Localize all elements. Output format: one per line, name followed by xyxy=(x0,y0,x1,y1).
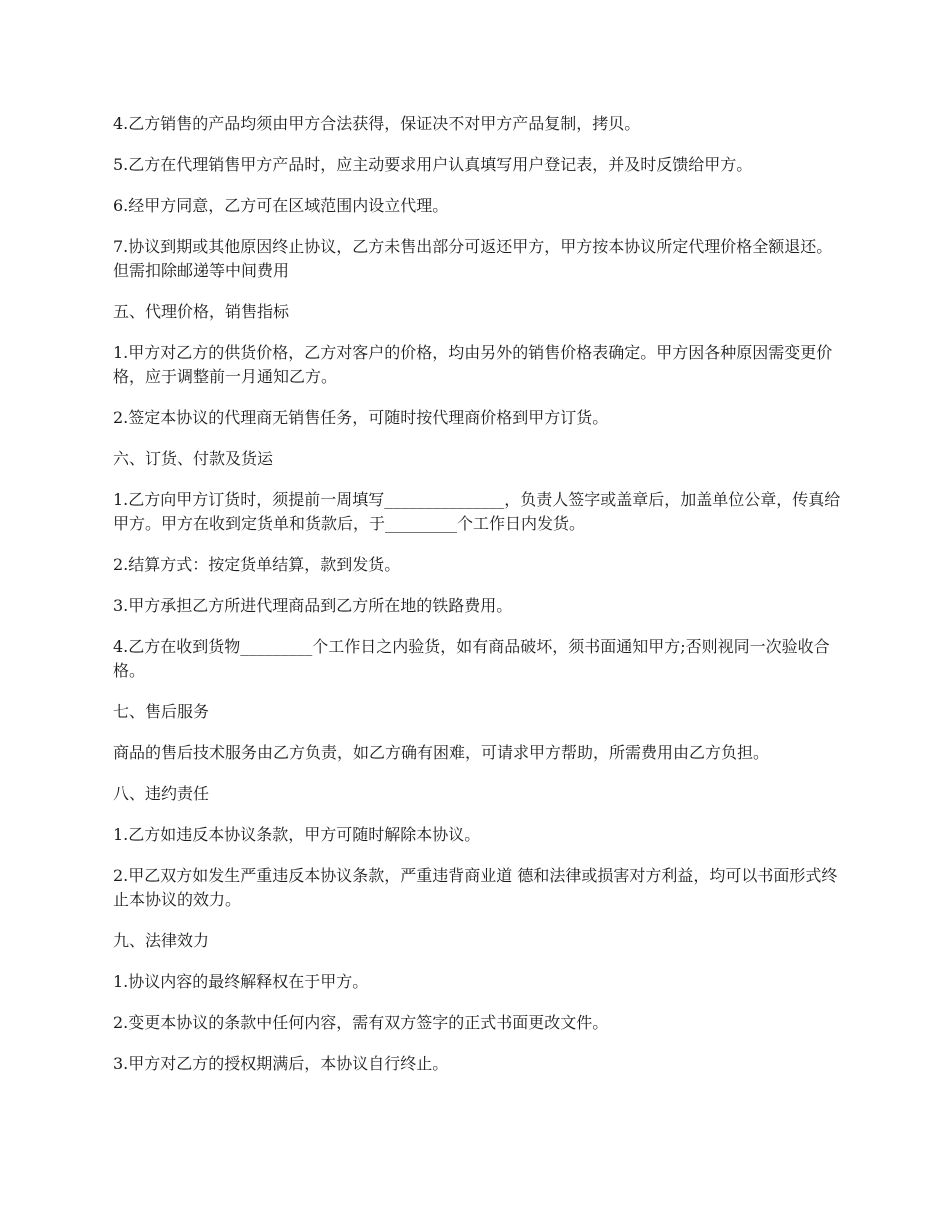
legal-clause-3: 3.甲方对乙方的授权期满后，本协议自行终止。 xyxy=(113,1054,449,1073)
clause-6-sub-agency: 6.经甲方同意，乙方可在区域范围内设立代理。 xyxy=(113,196,449,215)
clause-4-product-source: 4.乙方销售的产品均须由甲方合法获得，保证决不对甲方产品复制，拷贝。 xyxy=(113,114,641,133)
section-heading-ordering: 六、订货、付款及货运 xyxy=(113,449,274,468)
ordering-clause-3: 3.甲方承担乙方所进代理商品到乙方所在地的铁路费用。 xyxy=(113,596,513,615)
section-heading-legal-effect: 九、法律效力 xyxy=(113,931,210,950)
legal-clause-1: 1.协议内容的最终解释权在于甲方。 xyxy=(113,972,369,991)
document-body xyxy=(113,112,848,1093)
section-heading-after-sales: 七、售后服务 xyxy=(113,702,210,721)
clause-5-user-registration: 5.乙方在代理销售甲方产品时，应主动要求用户认真填写用户登记表，并及时反馈给甲方。 xyxy=(113,155,753,174)
pricing-clause-1: 1.甲方对乙方的供货价格，乙方对客户的价格，均由另外的销售价格表确定。甲方因各种原因需变更价格，应于调整前一月通知乙方。 xyxy=(113,343,833,386)
section-heading-liability: 八、违约责任 xyxy=(113,784,210,803)
section-heading-pricing: 五、代理价格，销售指标 xyxy=(113,302,290,321)
ordering-clause-4: 4.乙方在收到货物_________个工作日之内验货，如有商品破坏，须书面通知甲方;否则视同一次验收合格。 xyxy=(113,637,830,680)
clause-7-termination-return: 7.协议到期或其他原因终止协议，乙方未售出部分可返还甲方，甲方按本协议所定代理价格全额退还。但需扣除邮递等中间费用 xyxy=(113,237,833,280)
liability-clause-1: 1.乙方如违反本协议条款，甲方可随时解除本协议。 xyxy=(113,825,481,844)
legal-clause-2: 2.变更本协议的条款中任何内容，需有双方签字的正式书面更改文件。 xyxy=(113,1013,609,1032)
ordering-clause-2: 2.结算方式：按定货单结算，款到发货。 xyxy=(113,555,401,574)
ordering-clause-1: 1.乙方向甲方订货时，须提前一周填写_______________，负责人签字或盖章后，加盖单位公章，传真给甲方。甲方在收到定货单和货款后，于_________个工作日内发货。 xyxy=(113,490,841,533)
pricing-clause-2: 2.签定本协议的代理商无销售任务，可随时按代理商价格到甲方订货。 xyxy=(113,408,609,427)
liability-clause-2: 2.甲乙双方如发生严重违反本协议条款，严重违背商业道 德和法律或损害对方利益，均可以书面形式终止本协议的效力。 xyxy=(113,866,838,909)
after-sales-clause: 商品的售后技术服务由乙方负责，如乙方确有困难，可请求甲方帮助，所需费用由乙方负担。 xyxy=(113,743,770,762)
